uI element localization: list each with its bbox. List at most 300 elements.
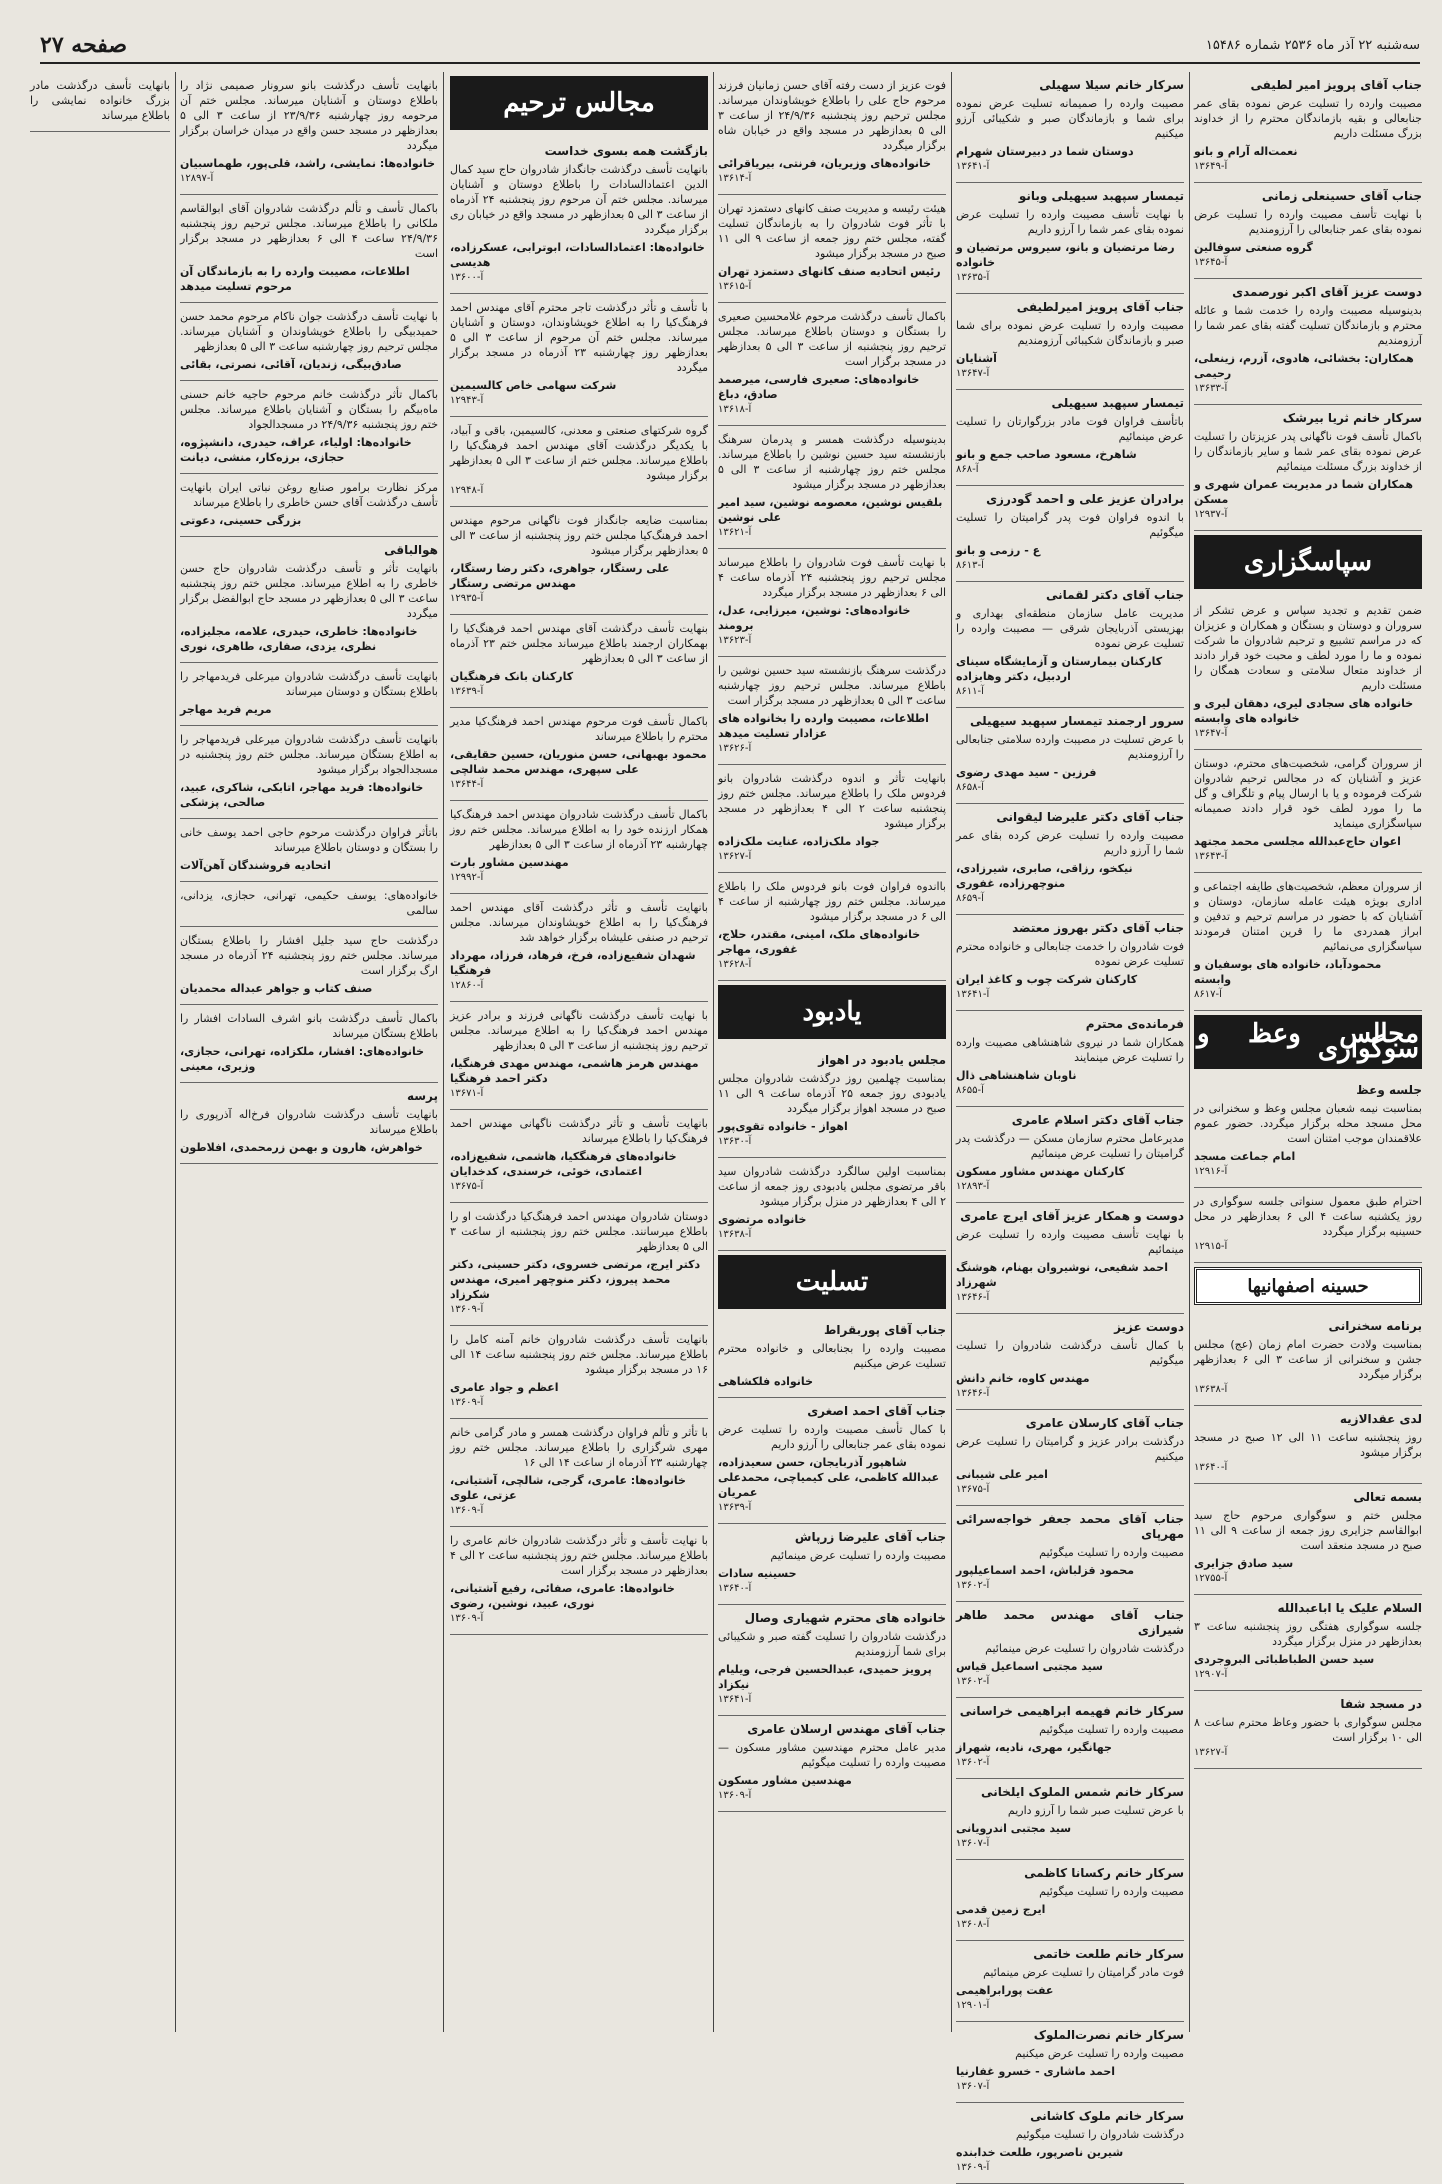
notice-body: فوت مادر گرامیتان را تسلیت عرض مینمائیم xyxy=(983,1966,1184,1979)
notice xyxy=(956,1941,1184,2022)
notice-body: مدیرعامل محترم سازمان مسکن — درگذشت پدر گرامیتان را تسلیت عرض مینمائیم xyxy=(956,1132,1184,1160)
notice-body: با نهایت تأسف فوت شادروان را باطلاع میرساند مجلس ترحیم روز پنجشنبه ۲۴ آذرماه ساعت ۴ الی ۶ بعدازظهر در مسجد برگزار میگردد xyxy=(718,556,946,599)
notice-signature: مهندس هرمز هاشمی، مهندس مهدی فرهنگیا، دکتر احمد فرهنگیا xyxy=(450,1057,699,1085)
notice-body: فوت شادروان را خدمت جنابعالی و خانواده محترم تسلیت عرض نموده xyxy=(956,940,1184,968)
notice-signature: بلقیس نوشین، معصومه نوشین، سید امیر علی نوشین xyxy=(718,496,943,524)
notice-title: تیمسار سپهبد سیهیلی وبانو xyxy=(1018,189,1184,203)
notice-signature: خانواده‌های: نوشین، میرزایی، عدل، برومند xyxy=(718,604,911,632)
notice-body: خانواده‌های: یوسف حکیمی، تهرانی، حجازی، یزدانی، سالمی xyxy=(180,889,438,917)
notice-code: آ-۱۳۶۲۳ xyxy=(718,635,752,646)
notice xyxy=(1194,183,1422,279)
notice-code: آ-۱۲۹۴۸ xyxy=(450,485,484,496)
notice-code: آ-۱۲۸۶۰ xyxy=(450,980,484,991)
notice xyxy=(450,417,708,507)
notice xyxy=(180,663,438,726)
notice-signature: خانواده‌ها: اولیاء، عراف، حیدری، دانشپژوه، حجازی، برزه‌کار، منشی، دیانت xyxy=(180,436,412,464)
notice-body: باکمال تأسف فوت مرحوم مهندس احمد فرهنگ‌کیا مدیر محترم را باطلاع میرساند xyxy=(450,715,708,743)
notice-title: جناب آقای علیرضا زرپاش xyxy=(794,1530,946,1544)
notice-body: با نهایت تأسف درگذشت جوان ناکام مرحوم محمد حسن حمیدبیگی را باطلاع خویشاوندان و آشنایان میرساند. مجلس ترحیم روز چهارشنبه ساعت ۳ الی ۵ بعدازظهر xyxy=(180,310,438,353)
notice xyxy=(450,615,708,708)
notice xyxy=(30,72,170,132)
notice-body: درگذشت سرهنگ بازنشسته سید حسین نوشین را باطلاع میرساند. مجلس ترحیم روز چهارشنبه ساعت ۳ الی ۵ بعدازظهر در مسجد برگزار است xyxy=(718,664,946,707)
notice-code: آ-۱۲۹۳۵ xyxy=(450,593,484,604)
notice xyxy=(956,1506,1184,1602)
notice-title: سرکار خانم فهیمه ابراهیمی خراسانی xyxy=(959,1704,1184,1718)
notice xyxy=(718,549,946,657)
notice-code: آ-۱۳۶۰۸ xyxy=(956,1919,990,1930)
notice-signature: نعمت‌اله آرام و بانو xyxy=(1194,145,1298,158)
notice-signature: شاهرخ، مسعود صاحب جمع و بانو xyxy=(956,448,1137,461)
notice-title: جناب آقای پرویز امیرلطیفی xyxy=(1016,300,1184,314)
notice-title: جناب آقای حسینعلی زمانی xyxy=(1261,189,1422,203)
notice-body: بمناسبت اولین سالگرد درگذشت شادروان سید باقر مرتضوی مجلس یادبودی روز جمعه از ساعت ۲ الی ۴ بعدازظهر در منزل برگزار میشود xyxy=(718,1165,946,1208)
notice-title: جناب آقای محمد جعفر خواجه‌سرائی مهرپای xyxy=(956,1512,1184,1541)
notice-signature: خانواده فلکشاهی xyxy=(718,1375,813,1388)
notice-signature: اتحادیه فروشندگان آهن‌آلات xyxy=(180,859,331,872)
notice-body: درگذشت شادروان را تسلیت عرض مینمائیم xyxy=(985,1642,1184,1655)
notice-title: جناب آقای پرویز امیر لطیفی xyxy=(1250,78,1422,92)
notice-signature: مهندس کاوه، خانم دانش xyxy=(956,1372,1090,1385)
notice-title: جناب آقای احمد اصغری xyxy=(807,1404,946,1418)
notice-code: آ-۱۳۶۰۹ xyxy=(450,1613,484,1624)
notice xyxy=(450,1527,708,1635)
notice xyxy=(450,1203,708,1326)
notice-body: دوستان شادروان مهندس احمد فرهنگ‌کیا درگذشت او را باطلاع میرسانند. مجلس ختم روز پنجشنبه از ساعت ۳ الی ۵ بعدازظهر xyxy=(450,1210,708,1253)
notice-body: باکمال تأسف درگذشت شادروان مهندس احمد فرهنگ‌کیا همکار ارزنده خود را به اطلاع میرساند. مجلس ختم روز چهارشنبه ۲۳ آذرماه از ساعت ۳ الی ۵ بعدازظهر xyxy=(450,808,708,851)
notice-signature: ع - رزمی و بانو xyxy=(956,544,1041,557)
notice-code: آ-۱۳۶۰۲ xyxy=(956,1676,990,1687)
notice-title: دوست عزیز xyxy=(1114,1320,1184,1334)
notice-signature: عفت پورابراهیمی xyxy=(956,1984,1054,1997)
notice xyxy=(450,1110,708,1203)
notice-body: بمناسبت نیمه شعبان مجلس وعظ و سخنرانی در محل مسجد محله برگزار میگردد. حضور عموم علاقمندان موجب امتنان است xyxy=(1194,1102,1422,1145)
column-4 xyxy=(450,72,708,2032)
notice-title: خانواده های محترم شهیاری وصال xyxy=(744,1611,946,1625)
notice-code: آ-۱۳۶۴۱ xyxy=(718,1694,752,1705)
notice xyxy=(956,294,1184,390)
column-1 xyxy=(1194,72,1422,2032)
notice-code: آ-۱۳۶۲۶ xyxy=(718,743,752,754)
banner-sepasgozari: سپاسگزاری xyxy=(1194,535,1422,589)
notice-body: مصیبت وارده را تسلیت عرض مینمائیم xyxy=(770,1549,946,1562)
notice-code: آ-۸۶۱۷ xyxy=(1194,989,1222,1000)
notice-signature: کارکنان بیمارستان و آزمایشگاه سینای اردبیل، دکتر وهابزاده xyxy=(956,655,1163,683)
notice-signature: بزرگی حسینی، دعوتی xyxy=(180,514,302,527)
notice-title: بسمه تعالی xyxy=(1353,1490,1422,1504)
notice-body: هیئت رئیسه و مدیریت صنف کانهای دستمزد تهران با تأثر فوت شادروان را به بازماندگان تسلیت گفته، مجلس ختم روز جمعه از ساعت ۹ الی ۱۱ صبح در مسجد برگزار میشود xyxy=(718,202,946,260)
notice-signature: صنف کتاب و جواهر عبداله محمدیان xyxy=(180,982,373,995)
notice xyxy=(1194,1595,1422,1691)
notice-body: بدینوسیله مصیبت وارده را خدمت شما و عائله محترم و بازماندگان تسلیت گفته بقای عمر شما را آرزومندیم xyxy=(1194,304,1422,347)
notice xyxy=(956,1203,1184,1314)
notice xyxy=(956,915,1184,1011)
notice-code: آ-۱۳۶۴۷ xyxy=(1194,728,1228,739)
notice-body: مصیبت وارده را بجنابعالی و خانواده محترم تسلیت عرض میکنیم xyxy=(718,1342,946,1370)
notice-signature: اهواز - خانواده تقوی‌پور xyxy=(718,1120,848,1133)
notice xyxy=(1194,1484,1422,1595)
notice xyxy=(718,303,946,426)
notice-signature: خواهرش، هارون و بهمن زرمحمدی، افلاطون xyxy=(180,1141,423,1154)
notice xyxy=(956,390,1184,486)
notice-signature: آشنایان xyxy=(956,352,997,365)
notice-title: لدی عقدالازیه xyxy=(1339,1412,1422,1426)
notice xyxy=(956,1410,1184,1506)
notice xyxy=(956,804,1184,915)
notice xyxy=(956,1602,1184,1698)
notice-signature: محمود قزلباش، احمد اسماعیلپور xyxy=(956,1564,1135,1577)
notice xyxy=(450,507,708,615)
notice-code: آ-۱۳۶۳۹ xyxy=(718,1502,752,1513)
notice-code: آ-۱۳۶۰۷ xyxy=(956,1838,990,1849)
notice xyxy=(956,486,1184,582)
notice-body: بمناسبت چهلمین روز درگذشت شادروان مجلس یادبودی روز جمعه ۲۵ آذرماه ساعت ۹ الی ۱۱ صبح در مسجد اهواز برگزار میگردد xyxy=(718,1072,946,1115)
notice-body: مصیبت وارده را تسلیت میگوئیم xyxy=(1039,1546,1184,1559)
notice-body: با نهایت تأسف و تأثر درگذشت شادروان خانم عامری را باطلاع میرساند. مجلس ختم روز پنجشنبه ساعت ۲ الی ۴ بعدازظهر در مسجد برگزار است xyxy=(450,1534,709,1577)
notice xyxy=(718,426,946,549)
notice-body: مصیبت وارده را صمیمانه تسلیت عرض نموده برای شما و بازماندگان صبر و شکیبائی آرزو میکنیم xyxy=(956,97,1184,140)
notice xyxy=(718,195,946,303)
notice xyxy=(1194,1188,1422,1263)
notice-code: آ-۱۳۶۰۰ xyxy=(450,272,484,283)
notice-body: بانهایت تأسف درگذشت بانو سرونار صمیمی نژاد را باطلاع دوستان و آشنایان میرساند. مجلس ختم آن مرحومه روز چهارشنبه ۲۳/۹/۳۶ از ساعت ۳ الی ۵ بعدازظهر در مسجد حسن واقع در میدان خراسان برگزار میگردد xyxy=(180,79,438,152)
notice-signature: خانواده‌های ملک، امینی، مقتدر، حلاج، غفوری، مهاجر xyxy=(718,928,921,956)
notice-body: بانهایت تأسف و تأثر درگذشت آقای مهندس احمد فرهنگ‌کیا را به اطلاع خویشاوندان میرساند. مجلس ترحیم در صنفی علیشاه برگزار خواهد شد xyxy=(450,901,708,944)
notice xyxy=(450,1326,708,1419)
notice xyxy=(718,1716,946,1812)
notice-body: با نهایت تأسف مصیبت وارده را تسلیت عرض نموده بقای عمر شما را آرزو داریم xyxy=(956,208,1184,236)
notice-signature: حسینیه سادات xyxy=(718,1567,797,1580)
notice-body: بانهایت تأسف و تأثر درگذشت ناگهانی مهندس احمد فرهنگ‌کیا را باطلاع میرساند xyxy=(450,1117,708,1145)
notice xyxy=(718,1605,946,1716)
banner-taslit: تسلیت xyxy=(718,1255,946,1309)
notice-signature: سید صادق جزایری xyxy=(1194,1557,1294,1570)
notice-body: مدیریت عامل سازمان منطقه‌ای بهداری و بهزیستی آذربایجان شرقی — مصیبت وارده را تسلیت عرض نموده xyxy=(956,607,1184,650)
notice-code: آ-۱۳۶۰۲ xyxy=(956,1580,990,1591)
notice xyxy=(1194,72,1422,183)
notice-signature: خانواده‌های وزیریان، فرنتی، بیریاقرائی xyxy=(718,157,932,170)
notice-body: بانهایت تأسف درگذشت شادروان فرخ‌اله آذرپوری را باطلاع میرساند xyxy=(180,1108,438,1136)
notice-code: آ-۱۳۶۳۸ xyxy=(1194,1384,1228,1395)
notice-body: باکمال تأسف درگذشت مرحوم غلامحسین صعیری را بستگان و دوستان باطلاع میرساند. مجلس ترحیم روز پنجشنبه از ساعت ۳ الی ۵ بعدازظهر در مسجد برگزار است xyxy=(718,310,947,368)
notice-code: آ-۱۳۶۳۰ xyxy=(718,1136,752,1147)
notice-code: آ-۱۳۶۷۵ xyxy=(956,1484,990,1495)
banner-yadbud: یادبود xyxy=(718,985,946,1039)
notice xyxy=(1194,1691,1422,1769)
notice-signature: امیر علی شیبانی xyxy=(956,1468,1048,1481)
notice xyxy=(956,1314,1184,1410)
notice-signature: اطلاعات، مصیبت وارده را به بازماندگان آن مرحوم تسلیت میدهد xyxy=(180,265,410,293)
notice-signature: خانواده‌ها: اعتمادالسادات، ابوترابی، عسکرزاده، هدیسی xyxy=(450,241,705,269)
notice-title: برنامه سخنرانی xyxy=(1328,1319,1422,1333)
notice-body: با تأسف و تأثر درگذشت تاجر محترم آقای مهندس احمد فرهنگ‌کیا را به اطلاع خویشاوندان، دوستان و آشنایان میرساند. مجلس ختم آن مرحوم از ساعت ۳ الی ۵ بعدازظهر روز چهارشنبه ۲۳ آذرماه در مسجد برگزار میگردد xyxy=(450,301,708,374)
notice-body: بمناسبت ولادت حضرت امام زمان (عج) مجلس جشن و سخنرانی از ساعت ۳ الی ۶ بعدازظهر برگزار میگردد xyxy=(1194,1338,1422,1381)
notice xyxy=(180,1083,438,1164)
notice xyxy=(1194,750,1422,873)
notice xyxy=(718,765,946,873)
notice-title: سرکار خانم ملوک کاشانی xyxy=(1030,2109,1184,2123)
notice-title: هوالباقی xyxy=(384,543,438,557)
notice xyxy=(718,1398,946,1524)
notice-title: سرکار خانم رکسانا کاظمی xyxy=(1024,1866,1184,1880)
notice-code: آ-۱۳۶۴۰ xyxy=(1194,1462,1228,1473)
notice-body: بنهایت تأسف درگذشت آقای مهندس احمد فرهنگ‌کیا را بهمکاران ارجمند باطلاع میرساند مجلس ختم ۲۳ آذرماه از ساعت ۳ الی ۵ بعدازظهر xyxy=(450,622,708,665)
notice-code: آ-۱۳۶۷۵ xyxy=(450,1181,484,1192)
notice-body: بانهایت تأثر و اندوه درگذشت شادروان بانو فردوس ملک را باطلاع میرساند. مجلس ختم روز پنجشنبه ساعت ۲ الی ۴ بعدازظهر در مسجد برگزار میشود xyxy=(718,772,947,830)
notice-code: آ-۱۳۶۲۱ xyxy=(718,527,752,538)
notice-body: مصیبت وارده را تسلیت میگوئیم xyxy=(1039,1885,1184,1898)
notice-body: مرکز نظارت برامور صنایع روغن نباتی ایران بانهایت تأسف درگذشت آقای حسن خاطری را باطلاع میرساند xyxy=(180,481,438,509)
notice-title: سرکار خانم نصرت‌الملوک xyxy=(1033,2028,1184,2042)
notice xyxy=(180,882,438,927)
notice-code: آ-۱۲۹۱۵ xyxy=(1194,1241,1228,1252)
notice xyxy=(1194,873,1422,1011)
notice xyxy=(1194,279,1422,405)
notice-signature: اطلاعات، مصیبت وارده را بخانواده های عزادار تسلیت میدهد xyxy=(718,712,929,740)
notice-title: دوست و همکار عزیز آقای ایرج عامری xyxy=(960,1209,1184,1223)
notice-signature: پرویز حمیدی، عبدالحسین فرجی، ویلیام نیکزاد xyxy=(718,1663,932,1691)
notice-signature: محمود بهبهانی، حسن منوریان، حسین حقایقی، علی سپهری، مهندس محمد شالچی xyxy=(450,748,707,776)
notice-signature: خانواده‌های: افشار، ملکزاده، تهرانی، حجازی، وزیری، معینی xyxy=(180,1045,425,1073)
notice-code: آ-۱۳۶۳۹ xyxy=(450,686,484,697)
notice xyxy=(450,1419,708,1527)
notice xyxy=(956,1779,1184,1860)
notice-body: با تأثر و تألم فراوان درگذشت همسر و مادر گرامی خانم مهری شرگزاری را باطلاع میرساند. مجلس ختم روز چهارشنبه ۲۳ آذرماه از ساعت ۱۴ الی ۱۶ xyxy=(450,1426,708,1469)
notice-title: جناب آقای مهندس ارسلان عامری xyxy=(747,1722,946,1736)
notice-signature: امام جماعت مسجد xyxy=(1194,1150,1296,1163)
notice-title: پرسه xyxy=(406,1089,438,1103)
notice-signature: سید حسن الطباطبائی البروجردی xyxy=(1194,1653,1375,1666)
page-number: صفحه ۲۷ xyxy=(40,32,128,58)
notice xyxy=(180,474,438,537)
notice-code: آ-۱۳۶۱۵ xyxy=(718,281,752,292)
notice-body: همکاران شما در نیروی شاهنشاهی مصیبت وارده را تسلیت عرض مینمایند xyxy=(956,1036,1184,1064)
notice-signature: رئیس اتحادیه صنف کانهای دستمزد تهران xyxy=(718,265,941,278)
column-5 xyxy=(180,72,438,2032)
notice xyxy=(718,1524,946,1605)
notice xyxy=(1194,1406,1422,1484)
column-3 xyxy=(718,72,946,2032)
notice-title: السلام علیک یا اباعبدالله xyxy=(1277,1601,1422,1615)
notice-code: آ-۱۳۶۴۹ xyxy=(1194,161,1228,172)
notice xyxy=(956,1107,1184,1203)
notice-code: آ-۱۳۶۴۶ xyxy=(956,1292,990,1303)
notice-title: سرکار خانم شمس الملوک ایلخانی xyxy=(981,1785,1184,1799)
notice-body: درگذشت شادروان را تسلیت گفته صبر و شکیبائی برای شما آرزومندیم xyxy=(718,1630,946,1658)
notice-body: احترام طبق معمول سنواتی جلسه سوگواری در روز یکشنبه ساعت ۴ الی ۶ بعدازظهر در محل حسینیه برگزار میگردد xyxy=(1194,1195,1422,1238)
notice-signature: گروه صنعتی سوفالین xyxy=(1194,241,1313,254)
notice-body: باکمال تأثر درگذشت خانم مرحوم حاجیه خانم حسنی ماه‌بیگم را بستگان و آشنایان باطلاع میرساند. مجلس ختم روز پنجشنبه ۲۴/۹/۳۶ در مسجدالجواد xyxy=(180,388,438,431)
notice-body: درگذشت حاج سید جلیل افشار را باطلاع بستگان میرساند. مجلس ختم روز پنجشنبه ۲۴ آذرماه در مسجد ارگ برگزار است xyxy=(180,934,438,977)
notice-signature: خانواده‌ها: خاطری، حیدری، علامه، مجلیزاده، نظری، یزدی، صفاری، طاهری، نوری xyxy=(180,625,418,653)
notice-body: از سروران گرامی، شخصیت‌های محترم، دوستان عزیز و آشنایان که در مجالس ترحیم شادروان شرکت فرموده و یا با ارسال پیام و تلگراف و گل ما را مورد لطف خود قرار دادند صمیمانه سپاسگزاری مینماید xyxy=(1194,757,1422,830)
column-6 xyxy=(30,72,170,2032)
notice-signature: اعظم و جواد عامری xyxy=(450,1381,559,1394)
notice-title: جناب آقای دکتر علیرضا لیقوانی xyxy=(996,810,1184,824)
notice-signature: خانواده های سجادی لیری، دهقان لیری و خانواده های وابسته xyxy=(1194,697,1414,725)
notice-signature: دوستان شما در دبیرستان شهرام xyxy=(956,145,1134,158)
notice xyxy=(956,183,1184,294)
notice-signature: خانواده‌ها: فرید مهاجر، اتابکی، شاکری، عبید، صالحی، پزشکی xyxy=(180,781,424,809)
notice-code: آ-۱۳۶۲۷ xyxy=(718,851,752,862)
notice xyxy=(718,1047,946,1158)
notice-body: مدیر عامل محترم مهندسین مشاور مسکون — مصیبت وارده را تسلیت میگوئیم xyxy=(718,1741,946,1769)
notice xyxy=(956,1860,1184,1941)
notice xyxy=(956,1698,1184,1779)
notice xyxy=(956,708,1184,804)
notice-title: تیمسار سپهبد سیهیلی xyxy=(1051,396,1184,410)
notice xyxy=(718,72,946,195)
notice-code: آ-۱۳۶۷۱ xyxy=(450,1088,484,1099)
notice-signature: سید مجتبی اسماعیل قیاس xyxy=(956,1660,1103,1673)
notice-signature: همکاران: بخشائی، هادوی، آزرم، زینعلی، رحیمی xyxy=(1194,352,1414,380)
notice-code: آ-۱۲۸۹۷ xyxy=(180,173,214,184)
header-date: سه‌شنبه ۲۲ آذر ماه ۲۵۳۶ شماره ۱۵۴۸۶ xyxy=(1205,37,1420,53)
notice xyxy=(450,894,708,1002)
notice-signature: همکاران شما در مدیریت عمران شهری و مسکن xyxy=(1194,478,1413,506)
notice-code: آ-۱۳۶۲۷ xyxy=(1194,1747,1228,1758)
notice-body: فوت عزیز از دست رفته آقای حسن زمانیان فرزند مرحوم حاج علی را باطلاع خویشاوندان میرساند. مجلس ترحیم روز پنجشنبه ۲۴/۹/۳۶ از ساعت ۳ الی ۵ بعدازظهر در مسجد واقع در خیابان شاه برگزار میگردد xyxy=(718,79,947,152)
notice-signature: خانواده‌ها: عامری، صفائی، رفیع آشتیانی، نوری، عبید، نوشین، رضوی xyxy=(450,1582,675,1610)
notice-body: مصیبت وارده را تسلیت میگوئیم xyxy=(1039,1723,1184,1736)
notice-body: مجلس ختم و سوگواری مرحوم حاج سید ابوالقاسم جزایری روز جمعه از ساعت ۹ الی ۱۱ صبح در مسجد منعقد است xyxy=(1194,1509,1422,1552)
notice-body: بمناسبت ضایعه جانگداز فوت ناگهانی مرحوم مهندس احمد فرهنگ‌کیا مجلس ختم روز پنجشنبه از ساعت ۳ الی ۵ بعدازظهر برگزار میشود xyxy=(450,514,708,557)
notice-code: آ-۱۳۶۴۷ xyxy=(956,368,990,379)
notice xyxy=(1194,405,1422,531)
notice xyxy=(450,138,708,294)
notice-title: جناب آقای پوربقراط xyxy=(823,1323,946,1337)
banner-majales-tarhim: مجالس ترحیم xyxy=(450,76,708,130)
page-header xyxy=(40,28,1420,64)
notice-body: مصیبت وارده را تسلیت عرض نموده برای شما صبر و بازماندگان شکیبائی آرزومندیم xyxy=(956,319,1184,347)
column-2 xyxy=(956,72,1184,2173)
notice xyxy=(956,72,1184,183)
notice-code: آ-۱۳۶۰۹ xyxy=(956,2162,990,2173)
notice-body: بانهایت تأسف درگذشت مادر بزرگ خانواده نمایشی را باطلاع میرساند xyxy=(30,79,170,122)
notice-title: جناب آقای دکتر اسلام عامری xyxy=(1011,1113,1184,1127)
notice-body: درگذشت شادروان را تسلیت میگوئیم xyxy=(1015,2128,1184,2141)
notice xyxy=(180,381,438,474)
notice-body: جلسه سوگواری هفتگی روز پنجشنبه ساعت ۳ بعدازظهر در منزل برگزار میگردد xyxy=(1194,1620,1422,1648)
notice-signature: علی رستگار، جواهری، دکتر رضا رستگار، مهندس مرتضی رستگار xyxy=(450,562,670,590)
notice-body: مصیبت وارده را تسلیت عرض نموده بقای عمر جنابعالی و بقیه بازماندگان محترم را از خداوند بزرگ مسئلت داریم xyxy=(1194,97,1422,140)
notice-title: جناب آقای دکتر بهروز معتضد xyxy=(1012,921,1184,935)
notice-code: آ-۱۳۶۴۵ xyxy=(1194,257,1228,268)
notice-signature: مریم فرید مهاجر xyxy=(180,703,272,716)
notice-signature: احمد ماشاری - خسرو غفارنیا xyxy=(956,2065,1116,2078)
notice-signature: خانواده‌های: صعیری فارسی، میرصمد صادق، دباغ xyxy=(718,373,920,401)
notice-code: آ-۱۲۹۴۳ xyxy=(450,395,484,406)
notice-signature: شیرین ناصرپور، طلعت خدابنده xyxy=(956,2146,1124,2159)
notice xyxy=(180,72,438,195)
notice-signature: شاهپور آذربایجان، حسن سعیدزاده، عبدالله کاظمی، علی کیمیاچی، محمدعلی عمریان xyxy=(718,1456,940,1499)
notice xyxy=(180,726,438,819)
notice-code: آ-۱۳۶۴۱ xyxy=(956,161,990,172)
notice-signature: جهانگیر، مهری، نادیه، شهراز xyxy=(956,1741,1112,1754)
notice-code: آ-۱۳۶۰۲ xyxy=(956,1757,990,1768)
notice xyxy=(180,927,438,1005)
notice-body: از سروران معظم، شخصیت‌های طایفه اجتماعی و اداری بویژه هیئت عامله سازمان، دوستان و آشنایان که با حضور در مراسم ترحیم و تدفین و ابراز همدردی ما را قرین امتنان فرمودند سپاسگزاری می‌نمائیم xyxy=(1194,880,1422,953)
notice-title: جلسه وعظ xyxy=(1356,1083,1422,1097)
notice-body: مجلس سوگواری با حضور وعاظ محترم ساعت ۸ الی ۱۰ برگزار است xyxy=(1194,1716,1422,1744)
notice-title: جناب آقای دکتر لقمانی xyxy=(1046,588,1184,602)
notice-signature: کارکنان مهندس مشاور مسکون xyxy=(956,1165,1125,1178)
notice xyxy=(450,708,708,801)
notice-signature: خانواده مرتضوی xyxy=(718,1213,807,1226)
notice-signature: خانواده‌های فرهنگکیا، هاشمی، شفیع‌زاده، اعتمادی، خوئی، خرسندی، کدخدایان xyxy=(450,1150,677,1178)
notice-body: ضمن تقدیم و تجدید سپاس و عرض تشکر از سروران و دوستان و بستگان و همکاران و عزیزان که در مراسم تشییع و ترحیم شادروان ما شرکت نموده و ما را مورد لطف و محبت خود قرار دادند از خداوند متعال سلامتی و سعادت همگان را مسئلت داریم xyxy=(1194,604,1422,692)
notice-signature: کارکنان بانک فرهنگیان xyxy=(450,670,574,683)
notice-signature: ناوبان شاهنشاهی ذال xyxy=(956,1069,1077,1082)
notice-body: با عرض تسلیت صبر شما را آرزو داریم xyxy=(1007,1804,1184,1817)
notice xyxy=(180,819,438,882)
notice-code: آ-۸۶۵۵ xyxy=(956,1085,984,1096)
notice-code: آ-۱۳۶۴۴ xyxy=(450,779,484,790)
notice-code: آ-۱۲۹۱۶ xyxy=(1194,1166,1228,1177)
notice-signature: سید مجتبی اندرویانی xyxy=(956,1822,1072,1835)
notice-body: باکمال تأسف و تألم درگذشت شادروان آقای ابوالقاسم ملکانی را باطلاع میرساند. مجلس ترحیم روز پنجشنبه ۲۴/۹/۳۶ ساعت ۴ الی ۶ بعدازظهر در مسجد برگزار است xyxy=(180,202,438,260)
notice-code: آ-۱۲۷۵۵ xyxy=(1194,1573,1228,1584)
notice-body: بانهایت تأسف درگذشت شادروان میرعلی فریدمهاجر را باطلاع بستگان و دوستان میرساند xyxy=(180,670,438,698)
notice-signature: کارکنان شرکت چوب و کاغذ ایران xyxy=(956,973,1138,986)
notice-code: آ-۱۳۶۳۸ xyxy=(718,1229,752,1240)
notice-signature: ایرج زمین قدمی xyxy=(956,1903,1046,1916)
notice-signature: فرزین - سید مهدی رضوی xyxy=(956,766,1097,779)
notice-signature: خانواده‌ها: عامری، گرجی، شالچی، آشتیانی، عزتی، علوی xyxy=(450,1474,686,1502)
notice-code: آ-۱۳۶۴۳ xyxy=(1194,851,1228,862)
notice-code: آ-۱۳۶۰۹ xyxy=(450,1397,484,1408)
notice-signature: شرکت سهامی خاص کالسیمین xyxy=(450,379,617,392)
notice xyxy=(718,1317,946,1398)
notice-code: آ-۱۳۶۰۹ xyxy=(718,1790,752,1801)
notice-body: با اندوه فراوان فوت پدر گرامیتان را تسلیت میگوئیم xyxy=(956,511,1184,539)
notice xyxy=(180,195,438,303)
notice-code: آ-۱۳۶۴۶ xyxy=(956,1388,990,1399)
notice-body: با عرض تسلیت در مصیبت وارده سلامتی جنابعالی را آرزومندیم xyxy=(956,733,1184,761)
notice-body: باتأسف فراوان فوت مادر بزرگوارتان را تسلیت عرض مینمائیم xyxy=(956,415,1184,443)
notice-title: جناب آقای مهندس محمد طاهر شیرازی xyxy=(956,1608,1184,1637)
notice-code: آ-۱۳۶۰۹ xyxy=(450,1304,484,1315)
notice xyxy=(956,582,1184,708)
notice-body: بانهایت تأسف درگذشت شادروان میرعلی فریدمهاجر را به اطلاع بستگان میرساند. مجلس ختم روز پنجشنبه در مسجدالجواد برگزار میشود xyxy=(180,733,438,776)
notice-signature: صادق‌بیگی، زندیان، آقائی، نصرتی، بقائی xyxy=(180,358,402,371)
notice-body: بانهایت تأثر و تأسف درگذشت شادروان حاج حسن خاطری را به اطلاع میرساند. مجلس ختم روز پنجشنبه ساعت ۳ الی ۵ بعدازظهر در مسجد حاج ابوالفضل برگزار میگردد xyxy=(180,562,439,620)
notice-code: آ-۱۳۶۴۱ xyxy=(956,989,990,1000)
notice-title: برادران عزیز علی و احمد گودرزی xyxy=(986,492,1184,506)
notice-title: سرکار خانم سیلا سهیلی xyxy=(1039,78,1184,92)
notice-signature: نیکخو، رزاقی، صابری، شیرزادی، منوچهرزاده، غفوری xyxy=(956,862,1133,890)
notice-signature: دکتر ایرج، مرتضی خسروی، دکتر حسینی، دکتر محمد پیروز، دکتر منوچهر امیری، مهندس شکرزاد xyxy=(450,1258,701,1301)
notice-body: درگذشت برادر عزیز و گرامیتان را تسلیت عرض میکنیم xyxy=(956,1435,1184,1463)
notice-code: آ-۱۲۹۰۷ xyxy=(1194,1669,1228,1680)
notice-body: مصیبت وارده را تسلیت عرض کرده بقای عمر شما را آرزو داریم xyxy=(956,829,1184,857)
notice-body: مصیبت وارده را تسلیت عرض میکنیم xyxy=(1015,2047,1184,2060)
notice-code: آ-۱۲۹۹۲ xyxy=(450,872,484,883)
notice-code: آ-۱۳۶۳۳ xyxy=(1194,383,1228,394)
notice xyxy=(450,801,708,894)
notice xyxy=(718,1158,946,1251)
notice-body: با نهایت تأسف مصیبت وارده را تسلیت عرض مینمائیم xyxy=(956,1228,1184,1256)
notice-body: بانهایت تأسف درگذشت جانگداز شادروان حاج سید کمال الدین اعتمادالسادات را باطلاع دوستان و آشنایان میرساند. مجلس ختم آن مرحوم روز پنجشنبه ۲۴ آذرماه از ساعت ۳ الی ۵ بعدازظهر در مسجد واقع در خیابان ری برگزار میگردد xyxy=(450,163,708,236)
notice xyxy=(1194,1313,1422,1406)
notice-title: جناب آقای کارسلان عامری xyxy=(1025,1416,1184,1430)
notice xyxy=(1194,597,1422,750)
notice-code: آ-۸۶۵۸ xyxy=(956,782,984,793)
notice-code: آ-۱۲۸۹۳ xyxy=(956,1181,990,1192)
notice-code: آ-۸۶۱۳ xyxy=(956,560,984,571)
notice xyxy=(1194,1077,1422,1188)
notice-code: آ-۱۳۶۱۴ xyxy=(718,173,752,184)
notice-body: با کمال تأسف مصیبت وارده را تسلیت عرض نموده بقای عمر جنابعالی را آرزو داریم xyxy=(718,1423,946,1451)
